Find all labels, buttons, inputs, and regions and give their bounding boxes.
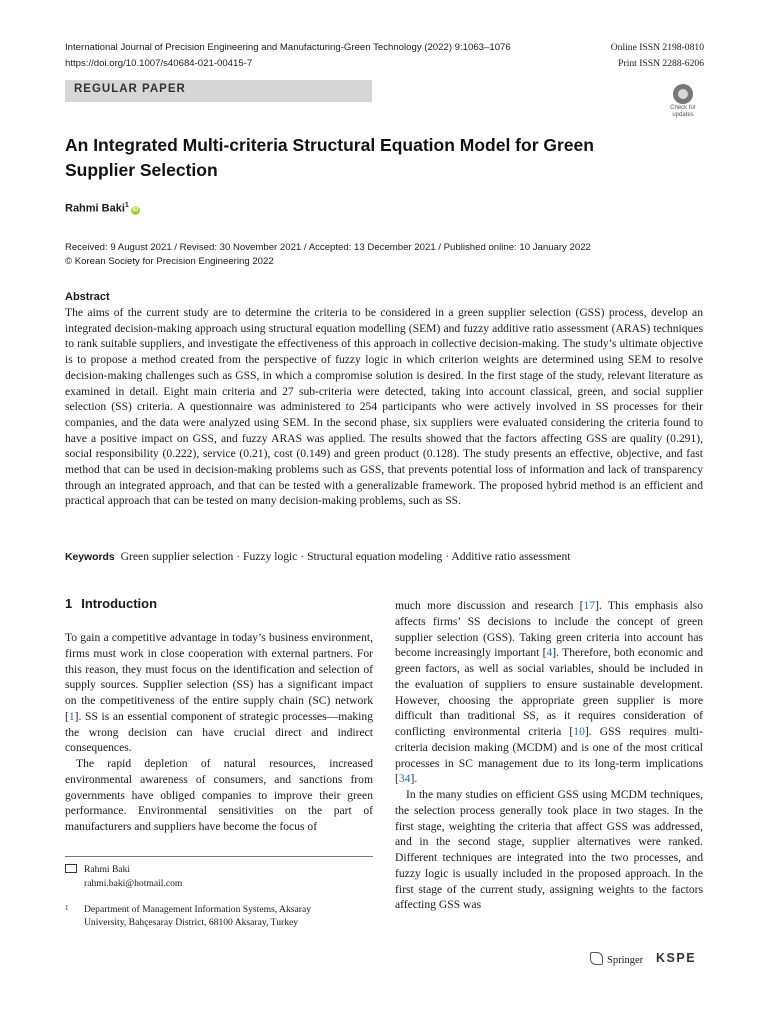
paper-type-label: REGULAR PAPER: [74, 83, 186, 95]
contact-name: Rahmi Baki: [84, 864, 131, 875]
left-column: [65, 630, 373, 835]
keywords-label: Keywords: [65, 552, 115, 563]
citation-link[interactable]: 4: [546, 646, 553, 660]
crossmark-badge[interactable]: [664, 84, 702, 124]
affiliation-number: 1: [65, 904, 69, 912]
publisher-name: Springer: [607, 955, 644, 966]
affiliation-line-1: Department of Management Information Systems, Aksaray: [84, 904, 311, 915]
citation-link[interactable]: 10: [573, 725, 585, 738]
contact-email[interactable]: rahmi.baki@hotmail.com: [84, 878, 183, 889]
paper-title: An Integrated Multi-criteria Structural Equation Model for Green Supplier Selection: [65, 135, 594, 180]
paragraph: To gain a competitive advantage in today’s business environment, firms must work in close cooperation with external partners. For this reason, they must focus on the identification and selection of supply sources. Supplier selection (SS) has a significant impact on the competitiveness of the entire supply chain (SC) network [1]. SS is an essential component of strategic processes—making the wrong decision can have crucial direct and indirect consequences.: [65, 631, 373, 755]
springer-horse-icon: [590, 952, 603, 965]
print-issn: Print ISSN 2288-6206: [618, 58, 704, 69]
corresponding-author: [65, 863, 373, 891]
citation-link[interactable]: 1: [68, 709, 75, 723]
crossmark-label-1: Check for: [670, 105, 696, 111]
section-number: 1: [65, 596, 73, 611]
section-heading: [65, 596, 157, 611]
journal-citation: International Journal of Precision Engineering and Manufacturing-Green Technology (2022) 9:1063–1076: [65, 42, 511, 53]
footnote-divider: [65, 856, 373, 857]
section-title: Introduction: [81, 596, 158, 611]
kspe-logo: [656, 951, 696, 965]
publisher-footer: [590, 950, 710, 970]
citation-link[interactable]: 17: [583, 599, 596, 612]
author-line: [65, 202, 140, 215]
issn-block: [524, 40, 704, 72]
orcid-icon[interactable]: iD: [132, 206, 139, 213]
crossmark-icon: [673, 84, 693, 104]
abstract-text: The aims of the current study are to determine the criteria to be considered in a green supplier selection (GSS) process, develop an integrated decision-making approach using structural equation modelling (SEM) and fuzzy additive ratio assessment (ARAS) techniques to rank suitable suppliers, and investigate the effectiveness of this approach in collective decision-making. The study’s ultimate objective is to propose a method created from the perspective of fuzzy logic in which criterion weights are determined using SEM to resolve decision-making challenges such as GSS, in which a compromise solution is desired. In the first stage of the study, relevant literature as examined in detail. Eight main criteria and 27 sub-criteria were detected, taking into account classical, green, and social supplier selection (SS) criteria. A questionnaire was administered to 254 participants who were actively involved in SS processes for their companies, and the data were analyzed using SEM. In the second phase, six suppliers were evaluated considering the criteria found to have a positive impact on GSS, and fuzzy ARAS was applied. The results showed that the factors affecting GSS are quality (0.291), social responsibility (0.222), service (0.21), cost (0.149) and green product (0.128). The study presents an effective, objective, and fast method that can be used in decision-making problems such as GSS, that prevents potential loss of information and lack of transparency through an integrated approach, and that can be tested with a generalizable framework. The proposed hybrid method is an efficient and practical approach that can be tested on many decision-making problems, such as SS.: [65, 306, 703, 508]
paper-type-banner: [65, 80, 372, 102]
citation-link[interactable]: 34: [398, 772, 411, 786]
paragraph: In the many studies on efficient GSS using MCDM techniques, the selection process generally took place in two stages. In the first stage, weighting the criteria that affect GSS was addressed, and in the second stage, supplier alternatives were ranked. Different techniques are integrated into the two processes, and fuzzy logic is usually included in the proposed approach. In the first stage of the current study, assigning weights to the factors affecting GSS was: [395, 788, 703, 912]
paragraph: The rapid depletion of natural resources, increased environmental awareness of consumers, and sanctions from governments have obliged companies to improve their green performance. Environmental sensitivities on the part of manufacturers and suppliers have become the focus of: [65, 757, 373, 833]
keywords: [65, 549, 705, 566]
envelope-icon: [65, 864, 77, 873]
author-name[interactable]: Rahmi Baki: [65, 202, 125, 215]
abstract-heading: Abstract: [65, 291, 110, 303]
affiliation-mark: 1: [124, 202, 129, 209]
affiliation: [65, 903, 373, 929]
publication-history: [65, 241, 705, 269]
dates-line: Received: 9 August 2021 / Revised: 30 November 2021 / Accepted: 13 December 2021 / Published online: 10 January 2022: [65, 242, 591, 253]
crossmark-label-2: updates: [672, 112, 694, 118]
paragraph: much more discussion and research [17]. This emphasis also affects firms’ SS decisions to include the concept of green supplier selection (GSS). Taking green criteria into account has become increasingly important [4]. Therefore, both economic and green factors, as well as social variables, should be included in the evaluation of suppliers to ensure sustainable development. However, choosing the appropriate green supplier is more difficult than traditional SS, as it requires consideration of conflicting environmental criteria [10]. GSS requires multi-criteria decision making (MCDM) and is one of the most critical processes in SC management due to its long-term implications [34].: [395, 599, 703, 786]
society-logo-text: KSPE: [656, 951, 697, 965]
running-header: [65, 40, 545, 72]
online-issn: Online ISSN 2198-0810: [610, 42, 704, 53]
right-column: [395, 598, 703, 913]
copyright-line: © Korean Society for Precision Engineering 2022: [65, 256, 274, 267]
affiliation-line-2: University, Bahçesaray District, 68100 Aksaray, Turkey: [84, 917, 299, 928]
doi-link[interactable]: https://doi.org/10.1007/s40684-021-00415-7: [65, 58, 253, 69]
keywords-list: Green supplier selection · Fuzzy logic · Structural equation modeling · Additive ratio assessment: [120, 550, 571, 563]
springer-logo: [590, 952, 643, 966]
